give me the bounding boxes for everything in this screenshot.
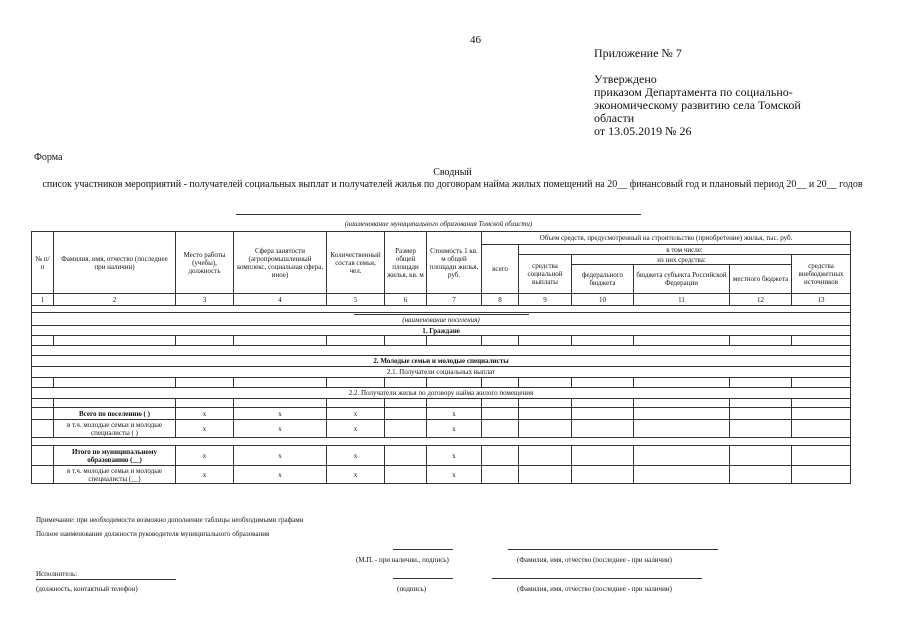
x-mark: x [327, 446, 385, 466]
incl-young-muni-label: в т.ч. молодые семьи и молодые специалисты (__) [54, 466, 176, 484]
fio-line [508, 549, 718, 550]
approval-line-2: экономическому развитию села Томской [594, 98, 801, 112]
x-mark: x [427, 408, 482, 420]
document-title: Сводный [433, 167, 472, 178]
x-mark: x [234, 408, 327, 420]
header-local: местного бюджета [730, 265, 792, 294]
fio-caption: (Фамилия, имя, отчество (последнее - при наличии) [517, 556, 672, 564]
table-row [32, 399, 851, 408]
header-of-which: из них средства: [572, 255, 792, 265]
header-family: Количественный состав семьи, чел. [327, 232, 385, 294]
x-mark: x [176, 466, 234, 484]
col-num: 6 [385, 294, 427, 306]
header-name: Фамилия, имя, отчество (последнее при наличии) [54, 232, 176, 294]
fio-caption: (Фамилия, имя, отчество (последнее - при наличии) [517, 585, 672, 593]
x-mark: x [234, 446, 327, 466]
col-num: 12 [730, 294, 792, 306]
x-mark: x [427, 466, 482, 484]
header-volume: Объем средств, предусмотренный на строительство (приобретение) жилья, тыс. руб. [482, 232, 851, 245]
signature-line [393, 549, 453, 550]
header-cost: Стоимость 1 кв. м общей площади жилья, руб. [427, 232, 482, 294]
head-position-label: Полное наименование должности руководителя муниципального образования [36, 530, 270, 538]
fio-line [492, 578, 702, 579]
col-num: 1 [32, 294, 54, 306]
executor-label: Исполнитель: [36, 570, 78, 578]
municipality-underline [236, 214, 641, 215]
col-num: 2 [54, 294, 176, 306]
spacer-row [32, 346, 851, 356]
table-row [32, 336, 851, 346]
table-row [32, 378, 851, 388]
incl-young-label: в т.ч. молодые семьи и молодые специалисты ( ) [54, 420, 176, 438]
x-mark: x [176, 408, 234, 420]
approval-line-4: от 13.05.2019 № 26 [594, 124, 692, 138]
sign-caption: (подпись) [397, 585, 427, 593]
x-mark: x [427, 420, 482, 438]
approval-line-3: области [594, 111, 635, 125]
approved-label: Утверждено [594, 72, 657, 86]
total-settlement-label: Всего по поселению ( ) [54, 408, 176, 420]
col-num: 7 [427, 294, 482, 306]
total-settlement-row [32, 408, 851, 420]
document-subtitle: список участников мероприятий - получателей социальных выплат и получателей жилья по договорам найма жилых помещений на 20__ финансовый год и плановый период 20__ и 20__ годов [42, 179, 863, 190]
settlement-caption-row [32, 313, 851, 326]
header-sphere: Сфера занятости (агропромышленный комплекс, социальная сфера, иное) [234, 232, 327, 294]
x-mark: x [327, 420, 385, 438]
x-mark: x [327, 466, 385, 484]
x-mark: x [234, 466, 327, 484]
total-muni-row [32, 446, 851, 466]
section-rental-housing: 2.2. Получатели жилья по договору найма жилого помещения [32, 388, 851, 399]
form-label: Форма [34, 152, 63, 163]
incl-young-muni-row [32, 466, 851, 484]
header-total: всего [482, 245, 519, 294]
page-number: 46 [470, 34, 481, 46]
position-caption: (должность, контактный телефон) [36, 585, 138, 593]
x-mark: x [176, 420, 234, 438]
section-young: 2. Молодые семьи и молодые специалисты [32, 356, 851, 367]
total-muni-label: Итого по муниципальному образованию (__) [54, 446, 176, 466]
approval-block [594, 47, 854, 138]
col-num: 5 [327, 294, 385, 306]
approval-line-1: приказом Департамента по социально- [594, 85, 793, 99]
footer-note: Примечание: при необходимости возможно дополнение таблицы необходимыми графами [36, 516, 304, 524]
column-number-row [32, 294, 851, 306]
col-num: 4 [234, 294, 327, 306]
col-num: 3 [176, 294, 234, 306]
col-num: 8 [482, 294, 519, 306]
header-area: Размер общей площади жилья, кв. м [385, 232, 427, 294]
x-mark: x [427, 446, 482, 466]
participants-table [31, 231, 851, 484]
signature-line [393, 578, 453, 579]
x-mark: x [327, 408, 385, 420]
col-num: 13 [792, 294, 851, 306]
executor-line [36, 579, 176, 580]
col-num: 10 [572, 294, 634, 306]
x-mark: x [234, 420, 327, 438]
x-mark: x [176, 446, 234, 466]
col-num: 9 [519, 294, 572, 306]
header-num: № п/п [32, 232, 54, 294]
header-social: средства социальной выплаты [519, 255, 572, 294]
spacer-row [32, 438, 851, 446]
section-citizens: 1. Граждане [32, 326, 851, 336]
incl-young-settlement-row [32, 420, 851, 438]
header-incl: в том числе: [519, 245, 851, 255]
spacer-row [32, 306, 851, 313]
header-regional: бюджета субъекта Российской Федерации [634, 265, 730, 294]
col-num: 11 [634, 294, 730, 306]
section-social-payments: 2.1. Получатели социальных выплат [32, 367, 851, 378]
header-work: Место работы (учебы), должность [176, 232, 234, 294]
appendix-label: Приложение № 7 [594, 46, 682, 60]
header-federal: федерального бюджета [572, 265, 634, 294]
municipality-caption: (наименование муниципального образования Томской области) [344, 220, 533, 228]
settlement-caption: (наименование поселения) [354, 314, 529, 324]
mp-caption: (М.П. - при наличии., подпись) [356, 556, 449, 564]
header-extra: средства внебюджетных источников [792, 255, 851, 294]
